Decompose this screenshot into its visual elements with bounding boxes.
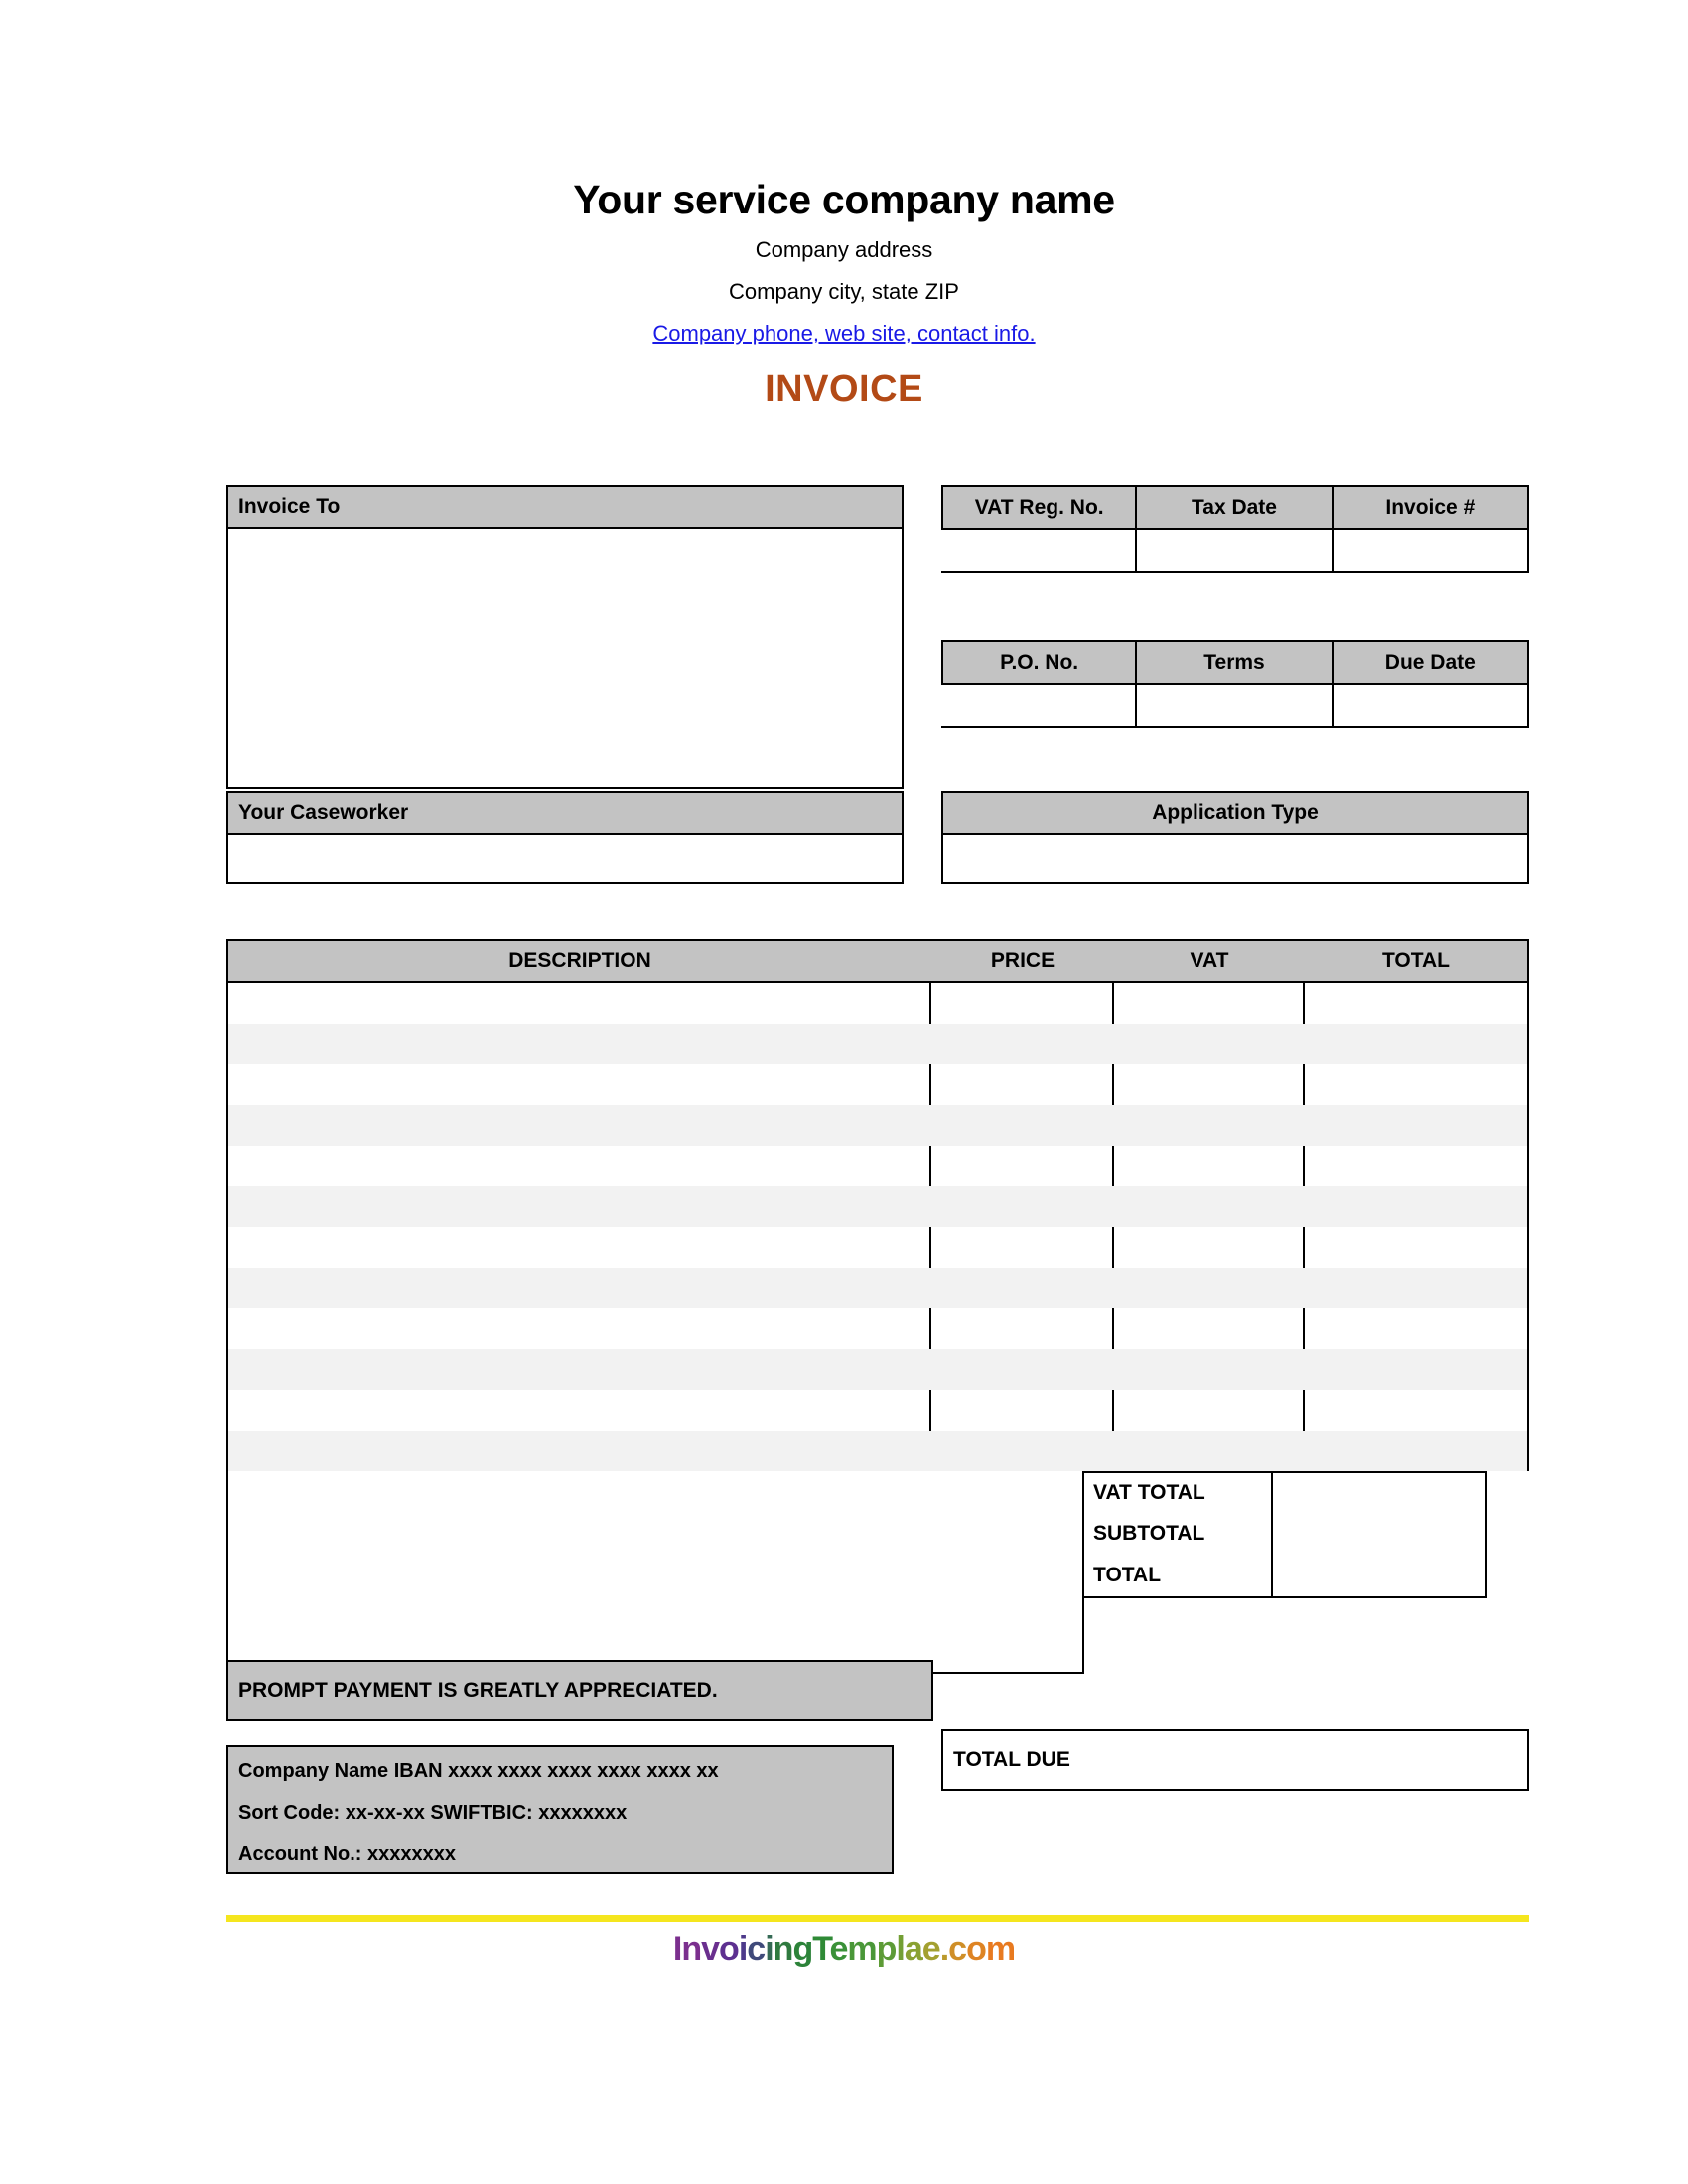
table-row[interactable] (228, 1227, 1527, 1268)
vat-meta-table (941, 485, 1529, 573)
total-due-box[interactable] (941, 1729, 1529, 1791)
table-row[interactable] (228, 1268, 1527, 1308)
column-header-price: PRICE (990, 949, 1055, 972)
column-divider (1303, 983, 1305, 1024)
logo-letter: e (921, 1930, 940, 1968)
logo-letter: e (829, 1930, 848, 1968)
column-divider (1303, 1390, 1305, 1431)
invoice-to-header (226, 485, 904, 529)
column-divider (1303, 1227, 1305, 1268)
column-divider (1112, 1308, 1114, 1349)
column-divider (929, 1146, 931, 1186)
items-table-header (226, 939, 1529, 983)
logo-letter: o (966, 1930, 986, 1968)
caseworker-label: Your Caseworker (238, 801, 409, 824)
bank-details-line-1: Company Name IBAN xxxx xxxx xxxx xxxx xxxx xx (238, 1760, 719, 1782)
logo-letter: p (876, 1930, 897, 1968)
caseworker-field[interactable] (226, 835, 904, 884)
table-row[interactable] (228, 1390, 1527, 1431)
footer-divider (226, 1915, 1529, 1922)
vat-total-label: VAT TOTAL (1082, 1471, 1273, 1515)
po-meta-table (941, 640, 1529, 728)
column-divider (929, 1308, 931, 1349)
subtotal-row (1082, 1513, 1487, 1557)
company-contact-link[interactable]: Company phone, web site, contact info. (652, 321, 1036, 346)
table-row[interactable] (228, 1308, 1527, 1349)
invoice-to-field[interactable] (226, 529, 904, 789)
column-divider (1112, 1146, 1114, 1186)
column-divider (1112, 1390, 1114, 1431)
logo-letter: g (792, 1930, 813, 1968)
logo-letter: . (939, 1930, 949, 1968)
table-row[interactable] (228, 983, 1527, 1024)
column-divider (1112, 983, 1114, 1024)
table-row[interactable] (228, 1146, 1527, 1186)
invoice-title: INVOICE (765, 368, 923, 411)
logo-letter: v (701, 1930, 720, 1968)
logo-letter: i (738, 1930, 748, 1968)
logo-letter: m (847, 1930, 877, 1968)
items-table-body (226, 983, 1529, 1471)
table-row[interactable] (228, 1431, 1527, 1471)
column-header-tax-date: Tax Date (1137, 485, 1333, 530)
company-address-line-1: Company address (755, 237, 933, 263)
column-header-vat: VAT (1190, 949, 1229, 972)
column-divider (929, 983, 931, 1024)
logo-letter: I (672, 1930, 682, 1968)
table-row[interactable] (228, 1186, 1527, 1227)
logo-letter: c (948, 1930, 967, 1968)
column-header-due-date: Due Date (1334, 640, 1529, 685)
total-due-label: TOTAL DUE (953, 1748, 1070, 1771)
column-header-po-no: P.O. No. (941, 640, 1137, 685)
column-divider (1112, 1064, 1114, 1105)
column-header-terms: Terms (1137, 640, 1333, 685)
document-header (0, 177, 1688, 411)
column-divider (1303, 1146, 1305, 1186)
column-divider (929, 1227, 931, 1268)
vat-total-value[interactable] (1273, 1471, 1487, 1515)
logo-letter: i (765, 1930, 774, 1968)
caseworker-header (226, 791, 904, 835)
total-row (1082, 1555, 1487, 1598)
subtotal-value[interactable] (1273, 1513, 1487, 1557)
field-vat-reg-no[interactable] (941, 530, 1137, 573)
field-terms[interactable] (1137, 685, 1333, 728)
logo-letter: m (985, 1930, 1016, 1968)
table-row[interactable] (228, 1064, 1527, 1105)
company-name: Your service company name (573, 177, 1115, 222)
bank-details-line-2: Sort Code: xx-xx-xx SWIFTBIC: xxxxxxxx (238, 1802, 628, 1824)
logo-letter: o (719, 1930, 739, 1968)
column-header-total: TOTAL (1381, 949, 1451, 972)
invoice-to-label: Invoice To (238, 495, 341, 518)
column-divider (1112, 1227, 1114, 1268)
column-header-vat-reg-no: VAT Reg. No. (941, 485, 1137, 530)
column-divider (1303, 1308, 1305, 1349)
table-row[interactable] (228, 1349, 1527, 1390)
company-address-line-2: Company city, state ZIP (729, 279, 959, 305)
invoicingtemplae-logo[interactable] (0, 1932, 1688, 1966)
application-type-label: Application Type (1152, 801, 1319, 824)
application-type-header (941, 791, 1529, 835)
description-tail-area (226, 1471, 904, 1674)
prompt-payment-text: PROMPT PAYMENT IS GREATLY APPRECIATED. (238, 1679, 718, 1702)
table-row[interactable] (228, 1024, 1527, 1064)
column-divider (929, 1064, 931, 1105)
column-divider (929, 1390, 931, 1431)
bank-details-line-3: Account No.: xxxxxxxx (238, 1843, 456, 1865)
column-header-invoice-number: Invoice # (1334, 485, 1529, 530)
total-value[interactable] (1273, 1555, 1487, 1598)
table-row[interactable] (228, 1105, 1527, 1146)
field-tax-date[interactable] (1137, 530, 1333, 573)
vat-total-row (1082, 1471, 1487, 1515)
logo-letter: T (812, 1930, 830, 1968)
bank-details-block (226, 1745, 894, 1874)
price-tail-area (902, 1471, 1084, 1674)
application-type-field[interactable] (941, 835, 1529, 884)
total-label: TOTAL (1082, 1555, 1273, 1598)
field-due-date[interactable] (1334, 685, 1529, 728)
column-header-description: DESCRIPTION (508, 949, 651, 972)
field-invoice-number[interactable] (1334, 530, 1529, 573)
logo-letter: l (896, 1930, 905, 1968)
logo-letter: n (773, 1930, 793, 1968)
field-po-no[interactable] (941, 685, 1137, 728)
logo-letter: a (904, 1930, 922, 1968)
logo-letter: n (681, 1930, 702, 1968)
prompt-payment-notice (226, 1660, 933, 1721)
logo-letter: c (747, 1930, 766, 1968)
column-divider (1303, 1064, 1305, 1105)
subtotal-label: SUBTOTAL (1082, 1513, 1273, 1557)
